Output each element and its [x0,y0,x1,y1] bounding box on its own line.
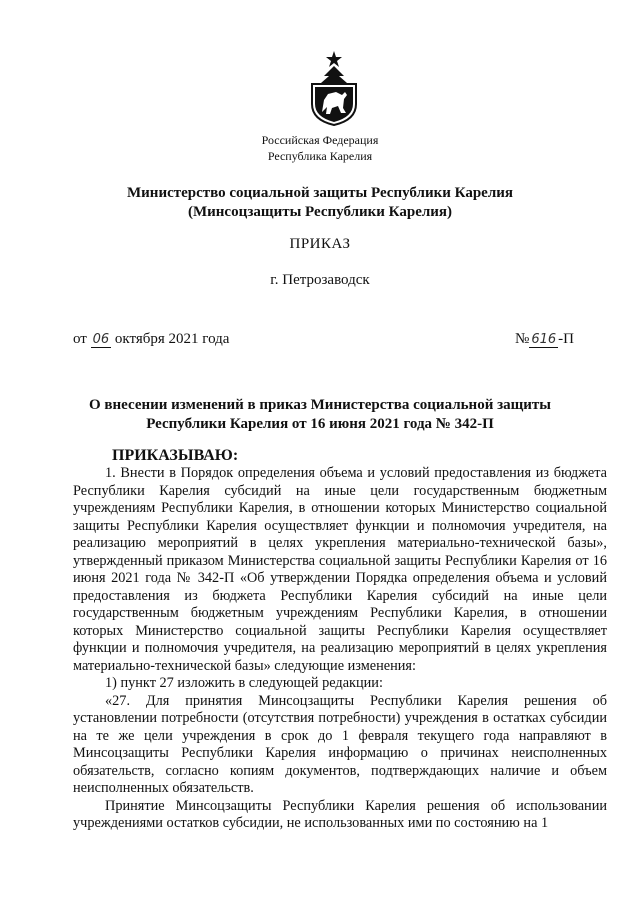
number-handwritten: 616 [531,332,557,347]
ministry-short-title: (Минсоцзащиты Республики Карелия) [187,204,453,220]
coat-of-arms-icon [308,50,360,126]
body-paragraph: Принятие Минсоцзащиты Республики Карелия решения об использовании учреждениями остатков субсидии, не использованных ими по состоянию на 1 [73,797,607,831]
order-date [73,331,229,348]
order-subject [70,396,570,434]
orders-heading: ПРИКАЗЫВАЮ: [112,447,239,464]
subject-line-1: О внесении изменений в приказ Министерства социальной защиты [88,397,552,413]
city-label: г. Петрозаводск [270,272,370,288]
date-day-handwritten: 06 [92,332,110,347]
body-paragraph: 1) пункт 27 изложить в следующей редакции: [105,675,383,691]
country-label: Российская Федерация [261,133,379,147]
republic-label: Республика Карелия [267,149,373,163]
subject-line-2: Республики Карелия от 16 июня 2021 года № 342-П [146,416,494,432]
number-prefix: № [515,331,530,347]
body-paragraph: 1. Внести в Порядок определения объема и условий предоставления из бюджета Республики Карелия субсидий на иные цели государственным бюджетным учреждениям Республики Карелия, в отношении которых Министерство социальной защиты Республики Карелия осуществляет функции и полномочия учредителя, на реализацию мероприятий в целях укрепления материально-технической базы», утвержденный приказом Министерства социальной защиты Республики Карелия от 16 июня 2021 года № 342-П «Об утверждении Порядка определения объема и условий предоставления из бюджета Республики Карелия субсидий на иные цели государственным бюджетным учреждениям Республики Карелия, в отношении которых Министерство социальной защиты Республики Карелия осуществляет функции и полномочия учредителя, на реализацию мероприятий в целях укрепления материально-технической базы» следующие изменения: [73,465,607,674]
date-rest: октября 2021 года [114,331,230,347]
ministry-title: Министерство социальной защиты Республики Карелия [127,185,513,201]
order-number [515,331,574,348]
order-body [73,465,607,833]
document-type: ПРИКАЗ [289,236,351,252]
body-paragraph: «27. Для принятия Минсоцзащиты Республики Карелия решения об установлении потребности (отсутствия потребности) учреждения в остатках субсидии на те же цели учреждения в срок до 1 февраля текущего года направляют в Минсоцзащиты Республики Карелия информацию о причинах неисполненных обязательств, согласно копиям документов, подтверждающих наличие и объем неисполненных обязательств. [73,692,607,796]
date-prefix: от [73,331,87,347]
number-suffix: -П [558,331,574,347]
